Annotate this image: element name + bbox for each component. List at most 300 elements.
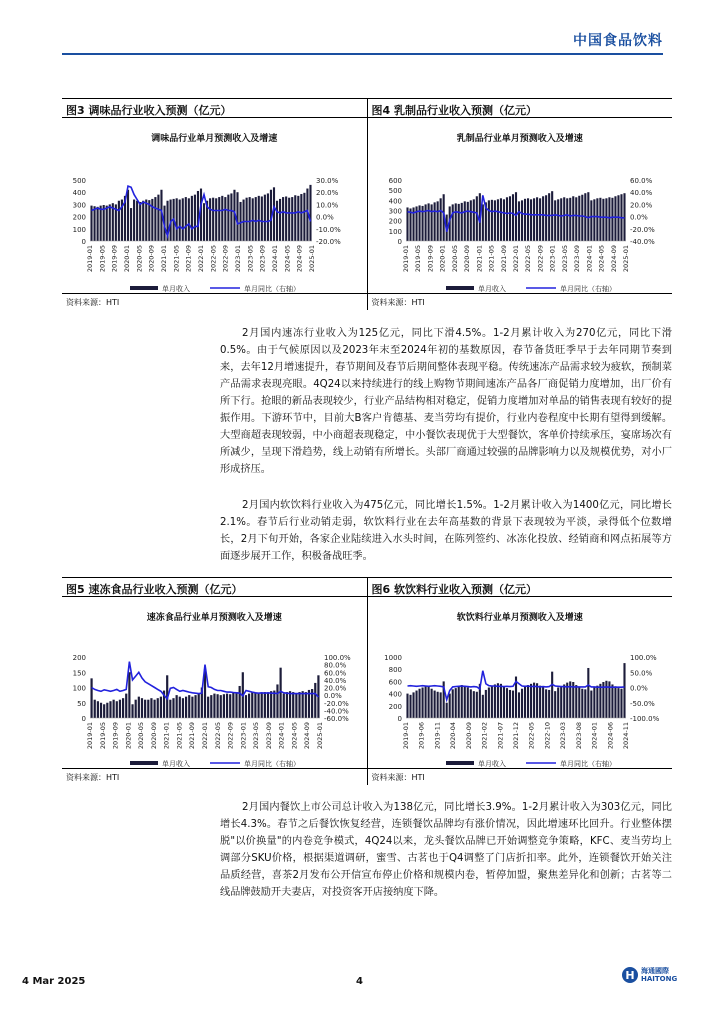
income-bar xyxy=(305,692,307,718)
income-bar xyxy=(226,694,228,718)
x-tick-label: 2021-01 xyxy=(162,722,171,750)
income-bar xyxy=(614,196,616,241)
legend-income-label: 单月收入 xyxy=(477,285,506,293)
y-tick-label: 0 xyxy=(397,715,402,723)
y2-tick-label: -20.0% xyxy=(629,225,655,234)
income-bar xyxy=(436,201,438,241)
figure-5-source: 资料来源：HTI xyxy=(66,773,120,782)
income-bar xyxy=(249,197,251,241)
income-bar xyxy=(596,686,598,718)
income-bar xyxy=(412,692,414,718)
income-bar xyxy=(481,695,483,718)
dairy-chart xyxy=(368,118,673,294)
income-bar xyxy=(217,694,219,718)
x-tick-label: 2020-01 xyxy=(438,245,447,273)
income-bar xyxy=(194,695,196,718)
paragraph-frozen-food: 2月国内速冻行业收入为125亿元，同比下滑4.5%。1-2月累计收入为270亿元，同比下滑0.5%。由于气候原因以及2023年末至2024年初的基数原因，春节备货旺季早于去年同期节奏到来，去年12月增速提升，春节期间及春节后期间整体表现平稳。传统速冻产品需求较为疲软，预制菜产品需求表现亮眼。4Q24以来持续进行的线上购物节期间速冻产品各厂商促销力度增加，出厂价有所下行。抢眼的新品表现较少，行业产品结构相对稳定，促销力度增加对单品的销售表现有较好的提振作用。下游环节中，目前大B客户肯德基、麦当劳均有提价，行业内卷程度中长期有望得到缓解。大型商超表现较弱，中小商超表现稳定，中小餐饮表现优于大型餐饮，客单价持续承压，宴席场次有所减少，呈现下滑趋势，线上动销有所增长。头部厂商通过较强的品牌影响力以及规模优势，对小厂形成挤压。 xyxy=(220,328,672,475)
y2-tick-label: 50.0% xyxy=(629,669,652,678)
income-bar xyxy=(469,689,471,718)
income-bar xyxy=(451,204,453,241)
income-bar xyxy=(557,199,559,241)
income-bar xyxy=(210,695,212,718)
income-bar xyxy=(212,198,214,241)
income-bar xyxy=(415,691,417,718)
x-tick-label: 2024-01 xyxy=(271,245,279,273)
income-bar xyxy=(198,694,200,718)
x-tick-label: 2023-09 xyxy=(258,245,267,273)
y-tick-label: 1000 xyxy=(383,654,402,662)
income-bar xyxy=(254,693,256,718)
x-tick-label: 2021-09 xyxy=(499,245,508,273)
income-bar xyxy=(505,197,507,241)
x-tick-label: 2019-01 xyxy=(86,722,94,750)
income-bar xyxy=(530,199,532,241)
income-bar xyxy=(590,200,592,241)
chart-pane-4 xyxy=(367,118,673,293)
income-bar xyxy=(569,198,571,241)
figure-6-source: 资料来源：HTI xyxy=(367,769,673,785)
income-bar xyxy=(445,703,447,718)
income-bar xyxy=(248,694,250,718)
income-bar xyxy=(194,195,196,241)
x-tick-label: 2024-09 xyxy=(303,722,312,750)
income-bar xyxy=(135,700,137,718)
income-bar xyxy=(581,689,583,718)
x-tick-label: 2021-09 xyxy=(184,245,193,273)
income-bar xyxy=(475,196,477,241)
income-bar xyxy=(496,199,498,241)
paragraph-soft-drinks: 2月国内软饮料行业收入为475亿元，同比增长1.5%。1-2月累计收入为1400亿元，同比增长2.1%。春节后行业动销走弱，软饮料行业在去年高基数的背景下表现较为平淡，录得低个位数增长，2月下旬开始，各家企业陆续进入水头时间，在陈列签约、冰冻化投放、经销商和网点拓展等方面逐步展开工作，积极备战旺季。 xyxy=(220,500,672,562)
income-bar xyxy=(499,684,501,718)
x-tick-label: 2019-05 xyxy=(413,245,422,273)
income-bar xyxy=(424,204,426,241)
x-tick-label: 2024-05 xyxy=(290,722,299,750)
income-bar xyxy=(460,203,462,241)
income-bar xyxy=(288,198,290,241)
income-bar xyxy=(138,697,140,718)
income-bar xyxy=(554,200,556,241)
income-bar xyxy=(433,691,435,718)
income-bar xyxy=(128,672,130,718)
income-bar xyxy=(90,678,92,718)
income-bar xyxy=(466,688,468,719)
income-bar xyxy=(273,187,275,241)
y2-tick-label: -10.0% xyxy=(316,225,341,234)
chart-6-title: 软饮料行业单月预测收入及增速 xyxy=(456,613,583,623)
y-tick-label: 0 xyxy=(81,238,86,246)
income-bar xyxy=(176,695,178,718)
income-bar xyxy=(103,704,105,718)
income-bar xyxy=(508,196,510,241)
income-bar xyxy=(261,196,263,241)
income-bar xyxy=(224,197,226,241)
figure-row-1 xyxy=(62,98,672,310)
income-bar xyxy=(136,201,138,241)
x-tick-label: 2023-01 xyxy=(239,722,248,750)
header-rule xyxy=(62,53,663,55)
income-bar xyxy=(133,200,135,241)
x-tick-label: 2020-09 xyxy=(464,722,473,750)
haitong-logo-icon: H xyxy=(622,967,638,983)
chart-5-title: 速冻食品行业单月预测收入及增速 xyxy=(146,613,282,623)
income-bar xyxy=(188,198,190,241)
income-bar xyxy=(533,683,535,718)
chart-4-title: 乳制品行业单月预测收入及增速 xyxy=(456,134,583,144)
income-bar xyxy=(617,688,619,718)
haitong-logo xyxy=(622,967,677,983)
income-bar xyxy=(539,198,541,241)
income-bar xyxy=(125,694,127,718)
y-tick-label: 400 xyxy=(388,690,402,699)
chart-3-title: 调味品行业单月预测收入及增速 xyxy=(151,134,278,144)
x-tick-label: 2023-09 xyxy=(264,722,273,750)
x-tick-label: 2024-11 xyxy=(621,722,630,750)
income-bar xyxy=(530,684,532,718)
income-bar xyxy=(297,196,299,241)
income-bar xyxy=(229,694,231,718)
income-bar xyxy=(264,692,266,718)
y-tick-label: 200 xyxy=(72,213,86,222)
income-bar xyxy=(291,197,293,241)
income-bar xyxy=(122,698,124,718)
income-bar xyxy=(261,693,263,718)
x-tick-label: 2024-06 xyxy=(605,722,614,750)
y2-tick-label: 20.0% xyxy=(629,201,652,210)
legend-income-label: 单月收入 xyxy=(477,760,506,768)
income-bar xyxy=(599,198,601,241)
income-bar xyxy=(130,208,132,241)
income-bar xyxy=(267,193,269,241)
figure-row-2 xyxy=(62,577,672,785)
legend-bar-swatch xyxy=(446,286,474,290)
income-bar xyxy=(557,688,559,719)
income-bar xyxy=(463,201,465,241)
income-bar xyxy=(93,206,95,241)
y-tick-label: 100 xyxy=(388,227,402,236)
income-bar xyxy=(439,198,441,241)
income-bar xyxy=(539,686,541,718)
income-bar xyxy=(611,684,613,718)
income-bar xyxy=(493,684,495,718)
income-bar xyxy=(236,192,238,241)
income-bar xyxy=(560,686,562,718)
income-bar xyxy=(481,204,483,241)
y-tick-label: 500 xyxy=(72,177,86,185)
income-bar xyxy=(536,683,538,718)
y2-tick-label: -20.0% xyxy=(316,238,341,246)
income-bar xyxy=(264,195,266,241)
x-tick-label: 2024-09 xyxy=(295,245,304,273)
frozen-food-chart xyxy=(62,597,367,769)
income-bar xyxy=(185,197,187,241)
income-bar xyxy=(179,697,181,718)
income-bar xyxy=(191,196,193,241)
income-bar xyxy=(157,698,159,718)
y-tick-label: 100 xyxy=(72,684,86,693)
income-bar xyxy=(97,701,99,718)
income-bar xyxy=(421,688,423,719)
income-bar xyxy=(294,195,296,241)
x-tick-label: 2019-06 xyxy=(417,722,426,750)
y2-tick-label: 60.0% xyxy=(324,669,347,678)
y-tick-label: 600 xyxy=(388,177,402,185)
income-bar xyxy=(409,208,411,241)
y-tick-label: 300 xyxy=(72,201,86,210)
x-tick-label: 2019-01 xyxy=(401,245,410,273)
x-tick-label: 2023-01 xyxy=(234,245,242,273)
x-tick-label: 2020-05 xyxy=(137,722,146,750)
y-tick-label: 200 xyxy=(388,702,402,711)
income-bar xyxy=(273,691,275,718)
x-tick-label: 2020-01 xyxy=(123,245,131,273)
y2-tick-label: 20.0% xyxy=(316,189,339,198)
income-bar xyxy=(176,198,178,241)
x-tick-label: 2021-12 xyxy=(511,722,520,750)
income-bar xyxy=(599,684,601,718)
income-bar xyxy=(457,686,459,718)
figure-3-source: 资料来源：HTI xyxy=(66,298,120,307)
legend-income-label: 单月收入 xyxy=(162,760,190,768)
income-bar xyxy=(406,694,408,718)
income-bar xyxy=(94,700,96,718)
income-bar xyxy=(448,694,450,718)
income-bar xyxy=(302,691,304,718)
y2-tick-label: 20.0% xyxy=(324,684,347,693)
income-bar xyxy=(258,196,260,241)
x-tick-label: 2021-09 xyxy=(188,722,197,750)
legend-yoy-label: 单月同比（右轴） xyxy=(559,285,616,293)
income-bar xyxy=(118,201,120,241)
x-tick-label: 2021-01 xyxy=(474,245,483,273)
figure-3-title: 图3 调味品行业收入预测（亿元） xyxy=(66,104,232,117)
income-bar xyxy=(150,698,152,718)
legend-bar-swatch xyxy=(446,761,474,765)
income-bar xyxy=(218,197,220,241)
income-bar xyxy=(575,197,577,241)
y-tick-label: 100 xyxy=(72,225,86,234)
x-tick-label: 2019-09 xyxy=(110,245,119,273)
income-bar xyxy=(243,200,245,241)
income-bar xyxy=(469,200,471,241)
income-bar xyxy=(590,691,592,718)
income-bar xyxy=(545,195,547,241)
income-bar xyxy=(160,697,162,718)
income-bar xyxy=(527,685,529,718)
income-bar xyxy=(572,196,574,241)
income-bar xyxy=(213,694,215,718)
x-tick-label: 2023-03 xyxy=(558,722,567,750)
income-bar xyxy=(466,202,468,241)
x-tick-label: 2020-05 xyxy=(450,245,459,273)
figure-6-title: 图6 软饮料行业收入预测（亿元） xyxy=(367,578,673,596)
income-bar xyxy=(605,198,607,241)
income-bar xyxy=(103,205,105,241)
logo-cn-text: 海通國際 xyxy=(641,967,669,975)
legend-bar-swatch xyxy=(130,761,158,765)
income-bar xyxy=(285,196,287,241)
income-bar xyxy=(182,198,184,241)
x-tick-label: 2021-01 xyxy=(160,245,168,273)
income-bar xyxy=(587,668,589,718)
income-bar xyxy=(295,693,297,718)
x-tick-label: 2020-09 xyxy=(147,245,156,273)
x-tick-label: 2024-01 xyxy=(590,722,599,750)
x-tick-label: 2023-08 xyxy=(574,722,583,750)
seasoning-chart xyxy=(62,118,367,294)
income-bar xyxy=(255,197,257,241)
x-tick-label: 2020-09 xyxy=(149,722,158,750)
income-bar xyxy=(542,196,544,241)
y-tick-label: 0 xyxy=(397,238,402,246)
income-bar xyxy=(430,689,432,718)
income-bar xyxy=(430,204,432,241)
chart-pane-6 xyxy=(367,597,673,768)
income-bar xyxy=(502,199,504,241)
x-tick-label: 2019-09 xyxy=(111,722,120,750)
x-tick-label: 2025-01 xyxy=(308,245,316,273)
income-bar xyxy=(314,683,316,718)
x-tick-label: 2025-01 xyxy=(621,245,630,273)
income-bar xyxy=(185,697,187,718)
x-tick-label: 2020-04 xyxy=(448,722,457,750)
y2-tick-label: 40.0% xyxy=(324,676,347,685)
income-bar xyxy=(527,198,529,241)
income-bar xyxy=(496,683,498,718)
x-tick-label: 2023-05 xyxy=(560,245,569,273)
income-bar xyxy=(227,195,229,241)
y-tick-label: 400 xyxy=(388,197,402,206)
income-bar xyxy=(563,684,565,718)
income-bar xyxy=(563,197,565,241)
income-bar xyxy=(487,200,489,241)
income-bar xyxy=(436,692,438,718)
income-bar xyxy=(623,663,625,718)
legend-yoy-label: 单月同比（右轴） xyxy=(244,760,300,768)
income-bar xyxy=(484,690,486,718)
income-bar xyxy=(100,206,102,241)
income-bar xyxy=(499,198,501,241)
x-tick-label: 2024-01 xyxy=(584,245,593,273)
income-bar xyxy=(286,692,288,718)
figure-4-source: 资料来源：HTI xyxy=(367,294,673,310)
income-bar xyxy=(153,700,155,718)
income-bar xyxy=(246,198,248,241)
income-bar xyxy=(182,698,184,718)
x-tick-label: 2022-10 xyxy=(542,722,551,750)
legend-income-label: 单月收入 xyxy=(162,285,190,293)
header-title: 中国食品饮料 xyxy=(573,33,663,49)
x-tick-label: 2024-09 xyxy=(609,245,618,273)
x-tick-label: 2021-07 xyxy=(495,722,504,750)
income-bar xyxy=(424,686,426,718)
income-bar xyxy=(276,201,278,241)
income-bar xyxy=(223,694,225,718)
income-bar xyxy=(508,690,510,718)
y2-tick-label: 0.0% xyxy=(629,684,648,693)
income-bar xyxy=(142,201,144,241)
income-bar xyxy=(493,200,495,241)
income-bar xyxy=(191,697,193,718)
figure-4-title: 图4 乳制品行业收入预测（亿元） xyxy=(367,99,673,117)
income-bar xyxy=(460,685,462,718)
income-bar xyxy=(566,198,568,241)
income-bar xyxy=(270,691,272,718)
income-bar xyxy=(203,203,205,241)
y2-tick-label: 60.0% xyxy=(629,177,652,185)
x-tick-label: 2025-01 xyxy=(316,722,324,750)
x-tick-label: 2019-05 xyxy=(98,245,107,273)
x-tick-label: 2019-11 xyxy=(432,722,441,750)
x-tick-label: 2022-09 xyxy=(221,245,230,273)
income-bar xyxy=(232,693,234,718)
x-tick-label: 2023-05 xyxy=(246,245,255,273)
income-bar xyxy=(475,692,477,718)
x-tick-label: 2022-01 xyxy=(201,722,209,750)
income-bar xyxy=(257,694,259,718)
income-bar xyxy=(602,199,604,241)
income-bar xyxy=(109,701,111,718)
income-bar xyxy=(409,695,411,718)
y-tick-label: 0 xyxy=(81,715,86,723)
legend-bar-swatch xyxy=(130,286,158,290)
figure-5-title: 图5 速冻食品行业收入预测（亿元） xyxy=(66,583,243,596)
income-bar xyxy=(131,704,133,718)
page-number: 4 xyxy=(356,976,363,987)
footer-date: 4 Mar 2025 xyxy=(22,976,86,987)
y2-tick-label: -40.0% xyxy=(629,238,655,246)
income-bar xyxy=(97,207,99,241)
income-bar xyxy=(279,199,281,241)
income-bar xyxy=(536,197,538,241)
income-bar xyxy=(303,193,305,241)
x-tick-label: 2021-02 xyxy=(480,722,489,750)
x-tick-label: 2024-01 xyxy=(277,722,286,750)
soft-drink-chart xyxy=(368,597,673,769)
income-bar xyxy=(309,185,311,241)
income-bar xyxy=(593,687,595,718)
y2-tick-label: 30.0% xyxy=(316,177,339,185)
income-bar xyxy=(560,198,562,241)
income-bar xyxy=(267,693,269,718)
income-bar xyxy=(490,686,492,718)
income-bar xyxy=(292,692,294,718)
income-bar xyxy=(209,198,211,241)
x-tick-label: 2019-09 xyxy=(425,245,434,273)
income-bar xyxy=(578,687,580,718)
y-tick-label: 200 xyxy=(72,654,86,662)
x-tick-label: 2019-01 xyxy=(86,245,94,273)
income-bar xyxy=(283,694,285,718)
income-bar xyxy=(542,688,544,719)
income-bar xyxy=(451,689,453,718)
y2-tick-label: -40.0% xyxy=(324,707,349,716)
income-bar xyxy=(427,203,429,241)
y2-tick-label: 0.0% xyxy=(316,213,334,222)
income-bar xyxy=(517,692,519,718)
income-bar xyxy=(523,687,525,718)
y-tick-label: 300 xyxy=(388,207,402,216)
y-tick-label: 200 xyxy=(388,217,402,226)
income-bar xyxy=(427,687,429,718)
y-tick-label: 400 xyxy=(72,189,86,198)
income-bar xyxy=(566,683,568,718)
income-bar xyxy=(551,672,553,718)
income-bar xyxy=(611,198,613,241)
x-tick-label: 2020-01 xyxy=(124,722,133,750)
x-tick-label: 2022-01 xyxy=(197,245,205,273)
x-tick-label: 2021-05 xyxy=(175,722,184,750)
logo-en-text: HAITONG xyxy=(641,975,678,983)
